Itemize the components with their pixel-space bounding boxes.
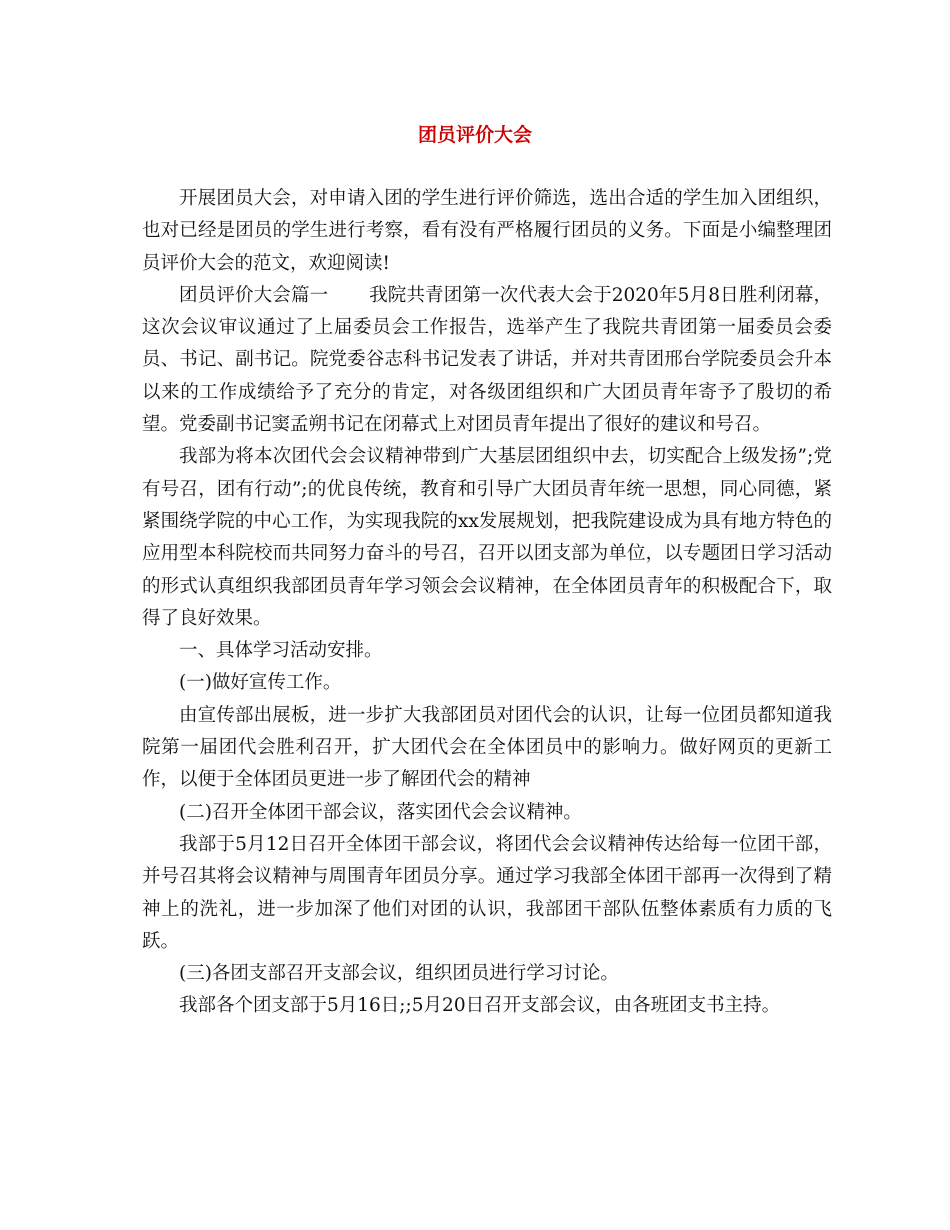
subsection-heading: (三)各团支部召开支部会议，组织团员进行学习讨论。 bbox=[179, 963, 619, 985]
subsection-heading: (一)做好宣传工作。 bbox=[179, 672, 342, 694]
paragraph: 由宣传部出展板，进一步扩大我部团员对团代会的认识，让每一位团员都知道我院第一届团代会胜利召开，扩大团代会在全体团员中的影响力。做好网页的更新工作，以便于全体团员更进一步了解团代会的精神 bbox=[142, 704, 832, 791]
paragraph: 我部各个团支部于5月16日;;5月20日召开支部会议，由各班团支书主持。 bbox=[179, 995, 781, 1017]
document-title: 团员评价大会 bbox=[417, 124, 532, 146]
paragraph bbox=[142, 280, 832, 441]
paragraph: 我部于5月12日召开全体团干部会议，将团代会会议精神传达给每一位团干部，并号召其将会议精神与周围青年团员分享。通过学习我部全体团干部再一次得到了精神上的洗礼，进一步加深了他们对团的认识，我部团干部队伍整体素质有力质的飞跃。 bbox=[142, 833, 832, 952]
subsection-heading: (二)召开全体团干部会议，落实团代会会议精神。 bbox=[179, 801, 582, 823]
paragraph: 我部为将本次团代会会议精神带到广大基层团组织中去，切实配合上级发扬”;党有号召，团有行动”;的优良传统，教育和引导广大团员青年统一思想，同心同德，紧紧围绕学院的中心工作，为实现我院的xx发展规划，把我院建设成为具有地方特色的应用型本科院校而共同努力奋斗的号召，召开以团支部为单位，以专题团日学习活动的形式认真组织我部团员青年学习领会会议精神，在全体团员青年的积极配合下，取得了良好效果。 bbox=[142, 446, 832, 629]
document-body bbox=[142, 183, 832, 1023]
section-lead: 团员评价大会篇一 bbox=[179, 284, 329, 306]
paragraph-text: 我院共青团第一次代表大会于2020年5月8日胜利闭幕，这次会议审议通过了上届委员会工作报告，选举产生了我院共青团第一届委员会委员、书记、副书记。院党委谷志科书记发表了讲话，并对共青团邢台学院委员会升本以来的工作成绩给予了充分的肯定，对各级团组织和广大团员青年寄予了殷切的希望。党委副书记窦孟朔书记在闭幕式上对团员青年提出了很好的建议和号召。 bbox=[142, 284, 832, 436]
paragraph: 开展团员大会，对申请入团的学生进行评价筛选，选出合适的学生加入团组织，也对已经是团员的学生进行考察，看有没有严格履行团员的义务。下面是小编整理团员评价大会的范文，欢迎阅读! bbox=[142, 188, 832, 274]
section-heading: 一、具体学习活动安排。 bbox=[179, 640, 383, 662]
